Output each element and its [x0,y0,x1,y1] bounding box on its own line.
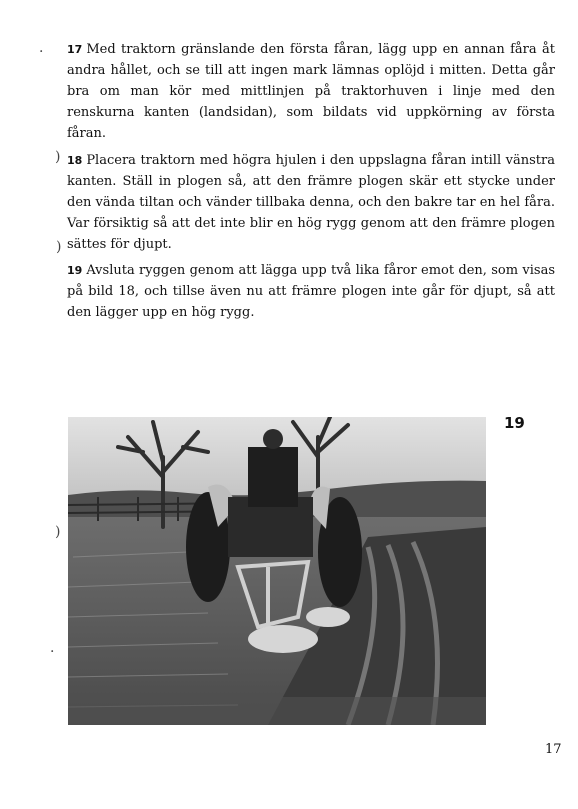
margin-mark: · [50,644,55,660]
paragraph-text: Med traktorn gränslande den första fåran, lägg upp en annan fåra åt andra hållet, och se till att ingen mark lämnas oplöjd i mitten. Detta går bra om man kör med mittlinjen på traktorhuven i linje med den renskurna kanten (landsidan), som bildats vid uppkörning av första fåran. [67,42,555,141]
tractor-ploughing-photo [68,417,486,725]
paragraph-number: 17 [67,43,83,56]
paragraph-text: Avsluta ryggen genom att lägga upp två lika fåror emot den, som visas på bild 18, och tillse även nu att främre plogen inte går för djupt, så att den lägger upp en hög rygg. [67,263,555,320]
margin-bracket: ) [55,149,61,165]
paragraph-number: 18 [67,154,83,167]
margin-bracket: ) [55,524,61,540]
margin-mark: · [39,44,44,60]
figure-number: 19 [504,414,525,432]
paragraph-17 [67,39,555,144]
page-number: 17 [545,742,562,757]
paragraph-19 [67,260,555,323]
paragraph-18 [67,150,555,255]
paragraph-text: Placera traktorn med högra hjulen i den uppslagna fåran intill vänstra kanten. Ställ in plogen så, att den främre plogen skär ett stycke under den vända tiltan och vänder tillbaka denna, och den bakre tar en hel fåra. Var försiktig så att det inte blir en hög rygg genom att den främre plogen sättes för djupt. [67,153,555,252]
margin-bracket: ) [56,239,62,255]
paragraph-number: 19 [67,264,83,277]
